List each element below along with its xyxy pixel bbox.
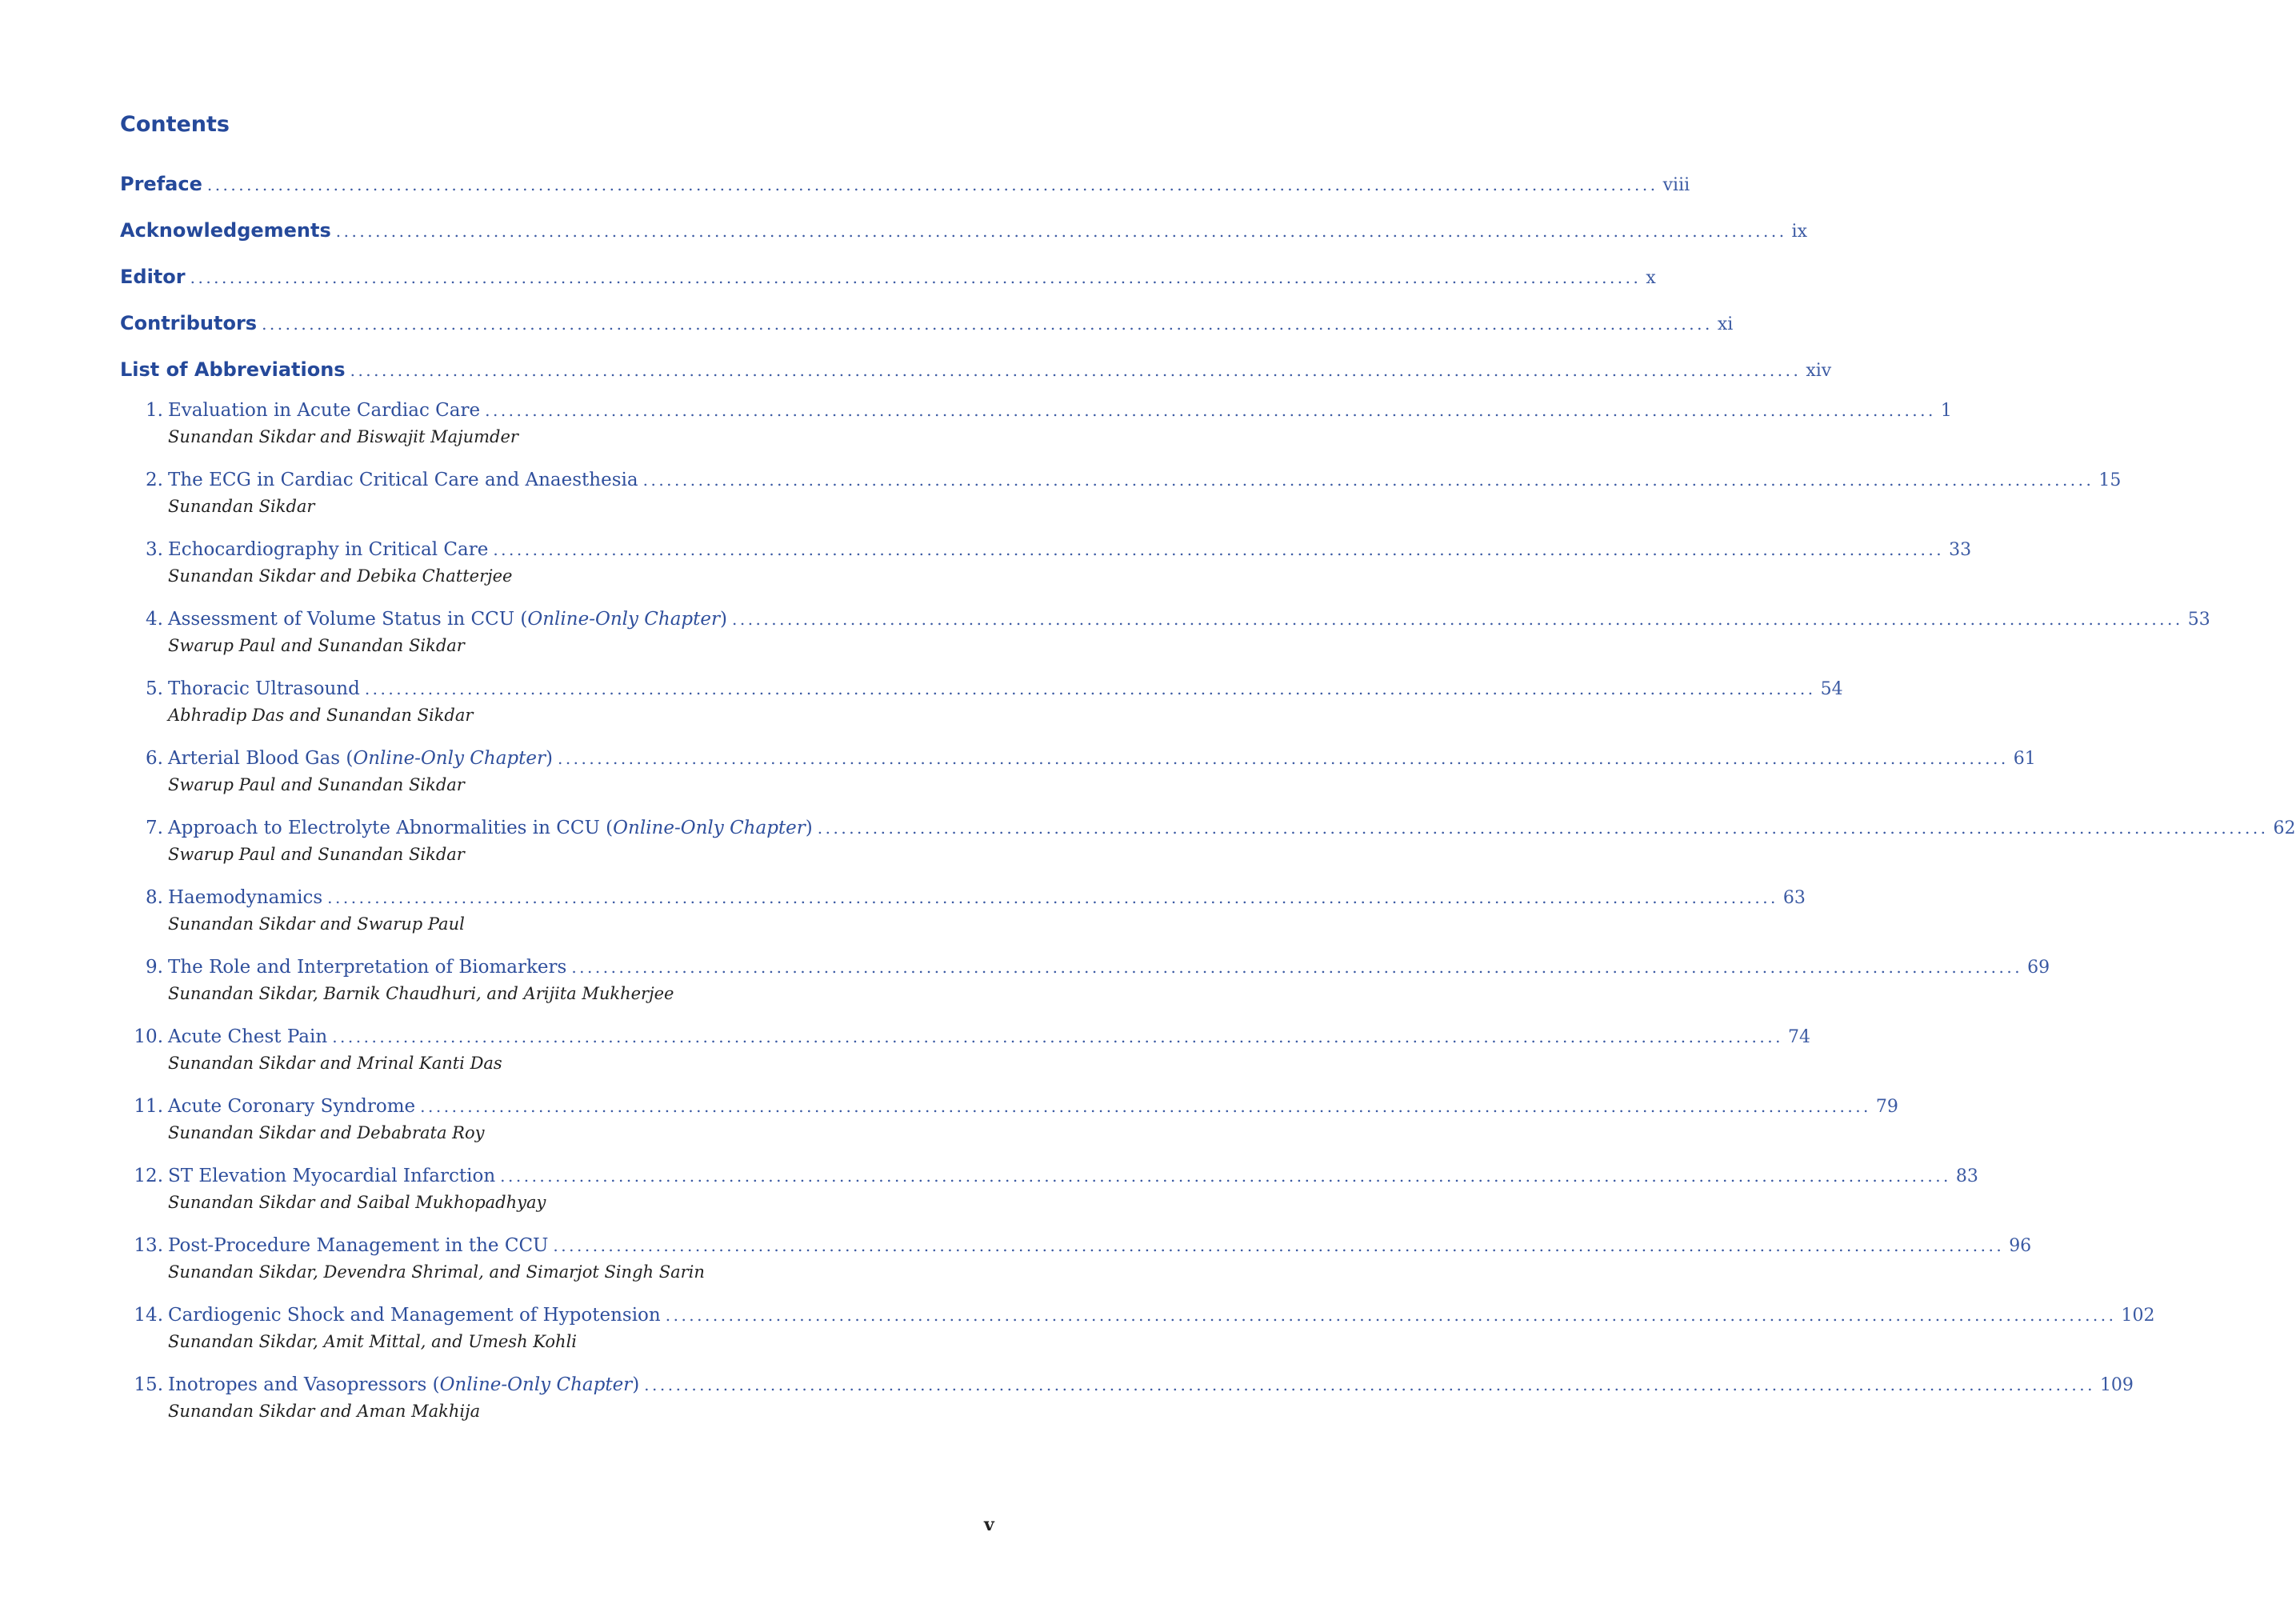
dot-leader: ........................................................................................................................................................................................ (500, 1166, 1951, 1186)
entry-page: ix (1791, 222, 1807, 242)
chapter-authors: Abhradip Das and Sunandan Sikdar (168, 706, 474, 725)
dot-leader: ........................................................................................................................................................................................ (420, 1097, 1871, 1116)
online-only-note: Online-Only Chapter (353, 748, 546, 769)
online-only-note: Online-Only Chapter (439, 1374, 633, 1395)
chapter-title: Echocardiography in Critical Care (168, 539, 489, 560)
dot-leader: ........................................................................................................................................................................................ (557, 749, 2009, 768)
chapter-title: Acute Coronary Syndrome (168, 1096, 416, 1117)
chapter-title: Acute Chest Pain (168, 1026, 328, 1047)
chapter-number: 7. (146, 818, 163, 838)
toc-chapter-14[interactable] (120, 1305, 2155, 1351)
chapter-authors: Sunandan Sikdar and Aman Makhija (168, 1402, 481, 1421)
chapter-title: The ECG in Cardiac Critical Care and Anaesthesia (168, 470, 638, 490)
entry-label: List of Abbreviations (120, 358, 346, 381)
dot-leader: ........................................................................................................................................................................................ (731, 610, 2183, 629)
chapter-authors: Sunandan Sikdar and Saibal Mukhopadhyay (168, 1193, 546, 1212)
chapter-authors: Sunandan Sikdar (168, 497, 315, 516)
chapter-page: 74 (1787, 1027, 1810, 1047)
chapter-authors: Sunandan Sikdar, Devendra Shrimal, and Simarjot Singh Sarin (168, 1262, 705, 1282)
chapter-page: 62 (2273, 818, 2296, 838)
chapter-number: 10. (134, 1026, 163, 1047)
chapter-title: ST Elevation Myocardial Infarction (168, 1166, 496, 1186)
chapter-title: The Role and Interpretation of Biomarkers (168, 957, 567, 978)
chapter-number: 15. (134, 1374, 163, 1395)
entry-label: Acknowledgements (120, 219, 331, 242)
chapter-page: 79 (1875, 1097, 1898, 1117)
chapter-page: 61 (2013, 749, 2036, 769)
toc-entry-abbreviations[interactable] (120, 358, 1832, 390)
chapter-title: Cardiogenic Shock and Management of Hypotension (168, 1305, 661, 1326)
chapter-page: 102 (2121, 1306, 2155, 1326)
chapter-number: 5. (146, 678, 163, 699)
toc-chapter-7[interactable] (120, 818, 2296, 864)
toc-chapter-9[interactable] (120, 957, 2050, 1003)
chapter-page: 96 (2009, 1236, 2032, 1256)
chapter-authors: Sunandan Sikdar and Mrinal Kanti Das (168, 1054, 502, 1073)
dot-leader: ........................................................................................................................................................................................ (335, 222, 1787, 241)
chapter-authors: Sunandan Sikdar and Biswajit Majumder (168, 427, 518, 446)
entry-page: viii (1662, 175, 1690, 195)
toc-chapter-11[interactable] (120, 1096, 1898, 1142)
page-title: Contents (120, 112, 230, 137)
toc-chapter-6[interactable] (120, 748, 2036, 794)
dot-leader: ........................................................................................................................................................................................ (571, 958, 2023, 977)
chapter-page: 109 (2099, 1375, 2134, 1395)
chapter-page: 54 (1820, 679, 1843, 699)
toc-chapter-12[interactable] (120, 1166, 1978, 1212)
toc-chapter-4[interactable] (120, 609, 2210, 655)
chapter-authors: Sunandan Sikdar and Debabrata Roy (168, 1123, 485, 1142)
dot-leader: ........................................................................................................................................................................................ (642, 470, 2094, 490)
entry-page: xiv (1806, 361, 1832, 381)
online-only-note: Online-Only Chapter (527, 609, 720, 630)
chapter-title: Inotropes and Vasopressors (Online-Only Chapter) (168, 1374, 640, 1395)
chapter-authors: Sunandan Sikdar, Amit Mittal, and Umesh Kohli (168, 1332, 578, 1351)
dot-leader: ........................................................................................................................................................................................ (364, 679, 1816, 698)
dot-leader: ........................................................................................................................................................................................ (665, 1306, 2117, 1325)
toc-entry-editor[interactable] (120, 266, 1656, 298)
chapter-number: 12. (134, 1166, 163, 1186)
chapter-page: 83 (1955, 1166, 1978, 1186)
chapter-number: 8. (146, 887, 163, 908)
toc-chapter-15[interactable] (120, 1374, 2134, 1421)
dot-leader: ........................................................................................................................................................................................ (327, 888, 1778, 907)
dot-leader: ........................................................................................................................................................................................ (332, 1027, 1783, 1046)
toc-chapter-5[interactable] (120, 678, 1843, 725)
dot-leader: ........................................................................................................................................................................................ (553, 1236, 2005, 1255)
chapter-number: 2. (146, 470, 163, 490)
dot-leader: ........................................................................................................................................................................................ (644, 1375, 2095, 1394)
entry-label: Editor (120, 266, 186, 288)
online-only-note: Online-Only Chapter (613, 818, 806, 838)
dot-leader: ........................................................................................................................................................................................ (817, 818, 2269, 838)
entry-label: Contributors (120, 312, 258, 334)
toc-entry-contributors[interactable] (120, 312, 1734, 344)
chapter-number: 1. (146, 400, 163, 421)
dot-leader: ........................................................................................................................................................................................ (206, 175, 1658, 194)
chapter-number: 4. (146, 609, 163, 630)
toc-chapter-3[interactable] (120, 539, 1972, 586)
chapter-page: 15 (2098, 470, 2122, 490)
entry-page: x (1646, 268, 1656, 288)
chapter-authors: Swarup Paul and Sunandan Sikdar (168, 845, 465, 864)
chapter-title: Post-Procedure Management in the CCU (168, 1235, 549, 1256)
chapter-authors: Sunandan Sikdar and Swarup Paul (168, 914, 465, 934)
chapter-title: Evaluation in Acute Cardiac Care (168, 400, 481, 421)
chapter-number: 6. (146, 748, 163, 769)
chapter-number: 13. (134, 1235, 163, 1256)
chapter-page: 63 (1782, 888, 1806, 908)
toc-chapter-2[interactable] (120, 470, 2122, 516)
chapter-title: Assessment of Volume Status in CCU (Online-Only Chapter) (168, 609, 727, 630)
chapter-authors: Swarup Paul and Sunandan Sikdar (168, 775, 465, 794)
dot-leader: ........................................................................................................................................................................................ (493, 540, 1945, 559)
chapter-number: 9. (146, 957, 163, 978)
dot-leader: ........................................................................................................................................................................................ (485, 401, 1936, 420)
toc-chapter-10[interactable] (120, 1026, 1810, 1073)
chapter-page: 1 (1940, 401, 1952, 421)
toc-entry-preface[interactable] (120, 173, 1690, 205)
chapter-page: 33 (1949, 540, 1972, 560)
entry-label: Preface (120, 173, 202, 195)
toc-entry-acknowledgements[interactable] (120, 219, 1807, 251)
chapter-number: 11. (134, 1096, 163, 1117)
chapter-title: Arterial Blood Gas (Online-Only Chapter) (168, 748, 553, 769)
dot-leader: ........................................................................................................................................................................................ (262, 314, 1713, 334)
chapter-number: 3. (146, 539, 163, 560)
chapter-authors: Swarup Paul and Sunandan Sikdar (168, 636, 465, 655)
chapter-title: Approach to Electrolyte Abnormalities in CCU (Online-Only Chapter) (168, 818, 813, 838)
entry-page: xi (1717, 314, 1734, 334)
page-folio: v (984, 1514, 994, 1535)
chapter-title: Thoracic Ultrasound (168, 678, 360, 699)
chapter-title: Haemodynamics (168, 887, 323, 908)
toc-chapter-1[interactable] (120, 400, 1952, 446)
toc-chapter-8[interactable] (120, 887, 1806, 934)
chapter-page: 69 (2027, 958, 2050, 978)
dot-leader: ........................................................................................................................................................................................ (350, 361, 1802, 380)
chapter-authors: Sunandan Sikdar, Barnik Chaudhuri, and Arijita Mukherjee (168, 984, 674, 1003)
chapter-number: 14. (134, 1305, 163, 1326)
toc-chapter-13[interactable] (120, 1235, 2032, 1282)
chapter-authors: Sunandan Sikdar and Debika Chatterjee (168, 566, 513, 586)
chapter-page: 53 (2187, 610, 2210, 630)
dot-leader: ........................................................................................................................................................................................ (190, 268, 1642, 287)
